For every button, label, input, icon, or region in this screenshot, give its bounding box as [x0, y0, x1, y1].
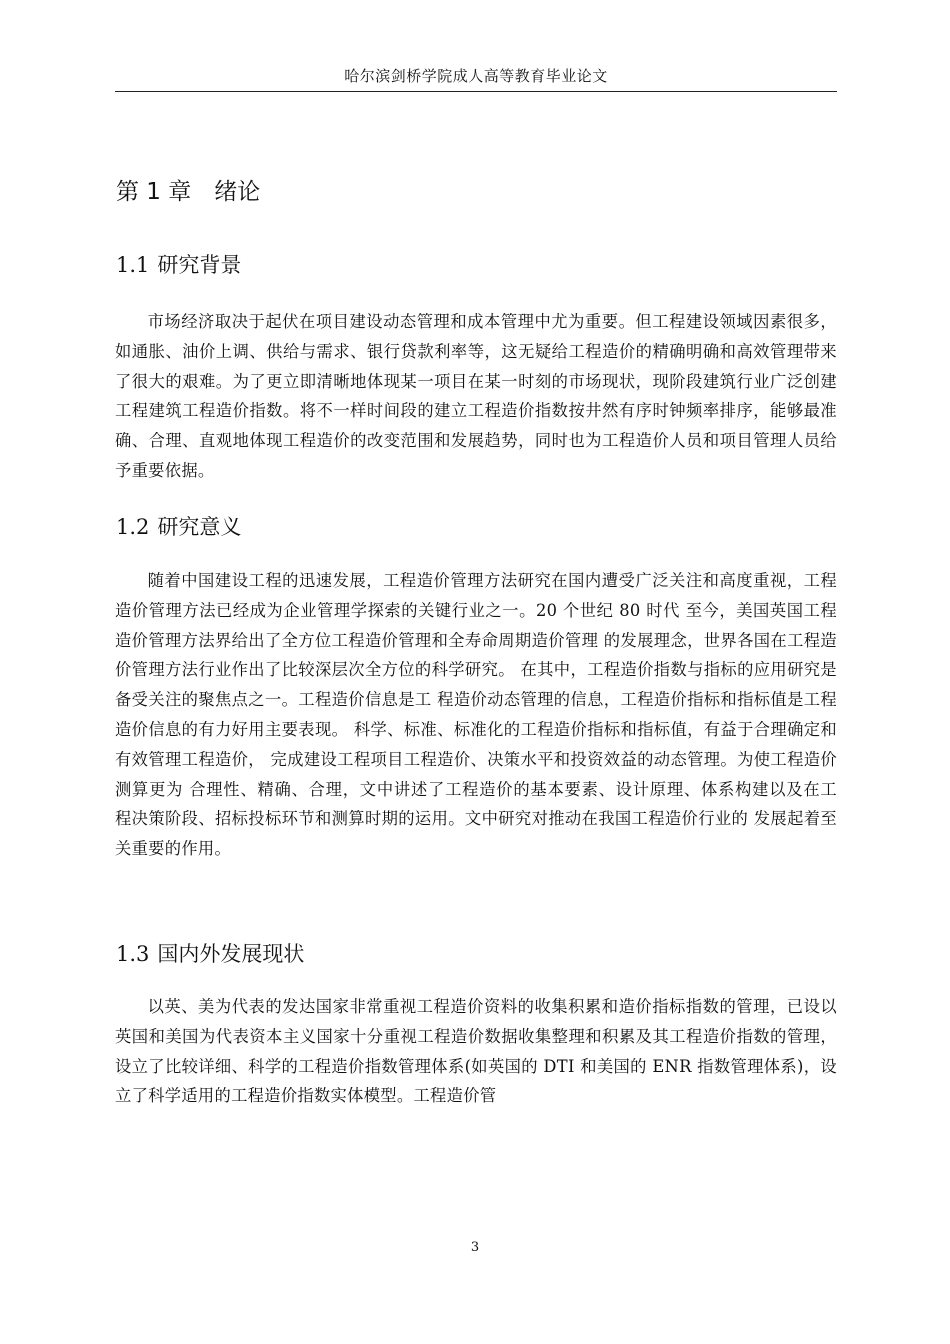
section-paragraph-1-2: 随着中国建设工程的迅速发展，工程造价管理方法研究在国内遭受广泛关注和高度重视，工程造价管理方法已经成为企业管理学探索的关键行业之一。20 个世纪 80 时代 至今，美国英国工程造价管理方法界给出了全方位工程造价管理和全寿命周期造价管理 的发展理念，世界各国在工程造价管理方法行业作出了比较深层次全方位的科学研究。 在其中，工程造价指数与指标的应用研究是备受关注的聚焦点之一。工程造价信息是工 程造价动态管理的信息，工程造价指标和指标值是工程造价信息的有力好用主要表现。 科学、标准、标准化的工程造价指标和指标值，有益于合理确定和有效管理工程造价， 完成建设工程项目工程造价、决策水平和投资效益的动态管理。为使工程造价测算更为 合理性、精确、合理，文中讲述了工程造价的基本要素、设计原理、体系构建以及在工 程决策阶段、招标投标环节和测算时期的运用。文中研究对推动在我国工程造价行业的 发展起着至关重要的作用。 [115, 571, 837, 859]
section-heading-1-2 [116, 512, 241, 542]
section-number: 1.2 [116, 515, 150, 539]
section-heading-1-3 [116, 939, 304, 969]
section-heading-1-1 [116, 250, 241, 280]
chapter-title: 第 1 章 绪论 [116, 179, 261, 205]
section-title: 研究背景 [157, 253, 242, 277]
section-title: 国内外发展现状 [157, 942, 305, 966]
section-paragraph-1-3: 以英、美为代表的发达国家非常重视工程造价资料的收集积累和造价指标指数的管理，已设以英国和美国为代表资本主义国家十分重视工程造价数据收集整理和积累及其工程造价指数的管理，设立了比较详细、科学的工程造价指数管理体系(如英国的 DTI 和美国的 ENR 指数管理体系)，设立了科学适用的工程造价指数实体模型。工程造价管 [115, 997, 837, 1106]
page-number: 3 [470, 1240, 480, 1255]
section-paragraph-1-1: 市场经济取决于起伏在项目建设动态管理和成本管理中尤为重要。但工程建设领域因素很多，如通胀、油价上调、供给与需求、银行贷款利率等，这无疑给工程造价的精确明确和高效管理带来了很大的艰难。为了更立即清晰地体现某一项目在某一时刻的市场现状，现阶段建筑行业广泛创建工程建筑工程造价指数。将不一样时间段的建立工程造价指数按井然有序时钟频率排序，能够最准确、合理、直观地体现工程造价的改变范围和发展趋势，同时也为工程造价人员和项目管理人员给予重要依据。 [115, 312, 837, 480]
section-number: 1.3 [116, 942, 150, 966]
section-title: 研究意义 [157, 515, 242, 539]
header-rule [115, 91, 837, 92]
section-number: 1.1 [116, 253, 150, 277]
running-header: 哈尔滨剑桥学院成人高等教育毕业论文 [344, 67, 608, 85]
